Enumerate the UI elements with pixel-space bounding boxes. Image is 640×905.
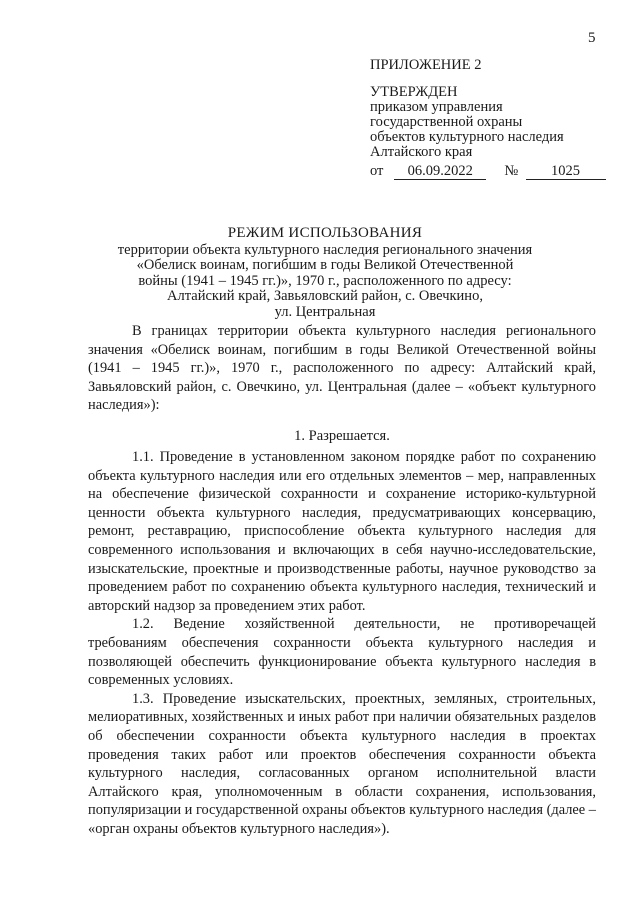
item-1-3: 1.3. Проведение изыскательских, проектных, земляных, строительных, мелиоративных, хозяйственных и иных работ при наличии обязательных разделов об обеспечении сохранности объекта культурного наследия в проектах проведения таких работ или проектов обеспечения сохранности объекта культурного наследия, согласованных органом исполнительной власти Алтайского края, уполномоченным в области сохранения, использования, популяризации и государственной охраны объектов культурного наследия (далее – «орган охраны объектов культурного наследия»). xyxy=(88,690,596,837)
section-items xyxy=(88,448,596,838)
approval-line: Алтайского края xyxy=(370,144,473,160)
order-number: 1025 xyxy=(526,164,606,180)
appendix-label: ПРИЛОЖЕНИЕ 2 xyxy=(370,57,482,73)
approval-line: государственной охраны xyxy=(370,114,523,130)
title-main: РЕЖИМ ИСПОЛЬЗОВАНИЯ xyxy=(227,225,423,241)
title-line: территории объекта культурного наследия регионального значения xyxy=(117,241,533,258)
intro-paragraph-block xyxy=(88,322,596,415)
from-label: от xyxy=(370,163,384,179)
item-1-2: 1.2. Ведение хозяйственной деятельности, не противоречащей требованиям обеспечения сохранности объекта культурного наследия и позволяющей обеспечить функционирование объекта культурного наследия в современных условиях. xyxy=(88,616,596,689)
approved-label: УТВЕРЖДЕН xyxy=(370,84,458,100)
number-label: № xyxy=(504,163,519,179)
section-heading: 1. Разрешается. xyxy=(294,428,390,444)
document-title xyxy=(80,226,570,320)
order-date: 06.09.2022 xyxy=(394,164,486,180)
order-line xyxy=(370,164,600,180)
approval-line: приказом управления xyxy=(370,99,503,115)
page-number: 5 xyxy=(588,30,596,46)
title-line: «Обелиск воинам, погибшим в годы Великой Отечественной xyxy=(136,257,514,273)
title-line: Алтайский край, Завьяловский район, с. Овечкино, xyxy=(167,288,483,304)
approval-block xyxy=(370,58,600,180)
title-line: ул. Центральная xyxy=(274,303,376,320)
intro-paragraph: В границах территории объекта культурного наследия регионального значения «Обелиск воинам, погибшим в годы Великой Отечественной войны (1941 – 1945 гг.)», 1970 г., расположенного по адресу: Алтайский край, Завьяловский район, с. Овечкино, ул. Центральная (далее – «объект культурного наследия»): xyxy=(88,323,596,414)
item-1-1: 1.1. Проведение в установленном законом порядке работ по сохранению объекта культурного наследия или его отдельных элементов – мер, направленных на обеспечение физической сохранности и сохранение историко-культурной ценности объекта культурного наследия, предусматривающих консервацию, ремонт, реставрацию, приспособление объекта культурного наследия для современного использования и включающих в себя научно-исследовательские, изыскательские, проектные и производственные работы, научное руководство за проведением работ по сохранению объекта культурного наследия, технический и авторский надзор за проведением этих работ. xyxy=(88,449,596,614)
title-line: войны (1941 – 1945 гг.)», 1970 г., расположенного по адресу: xyxy=(138,272,512,289)
approval-line: объектов культурного наследия xyxy=(370,129,564,145)
